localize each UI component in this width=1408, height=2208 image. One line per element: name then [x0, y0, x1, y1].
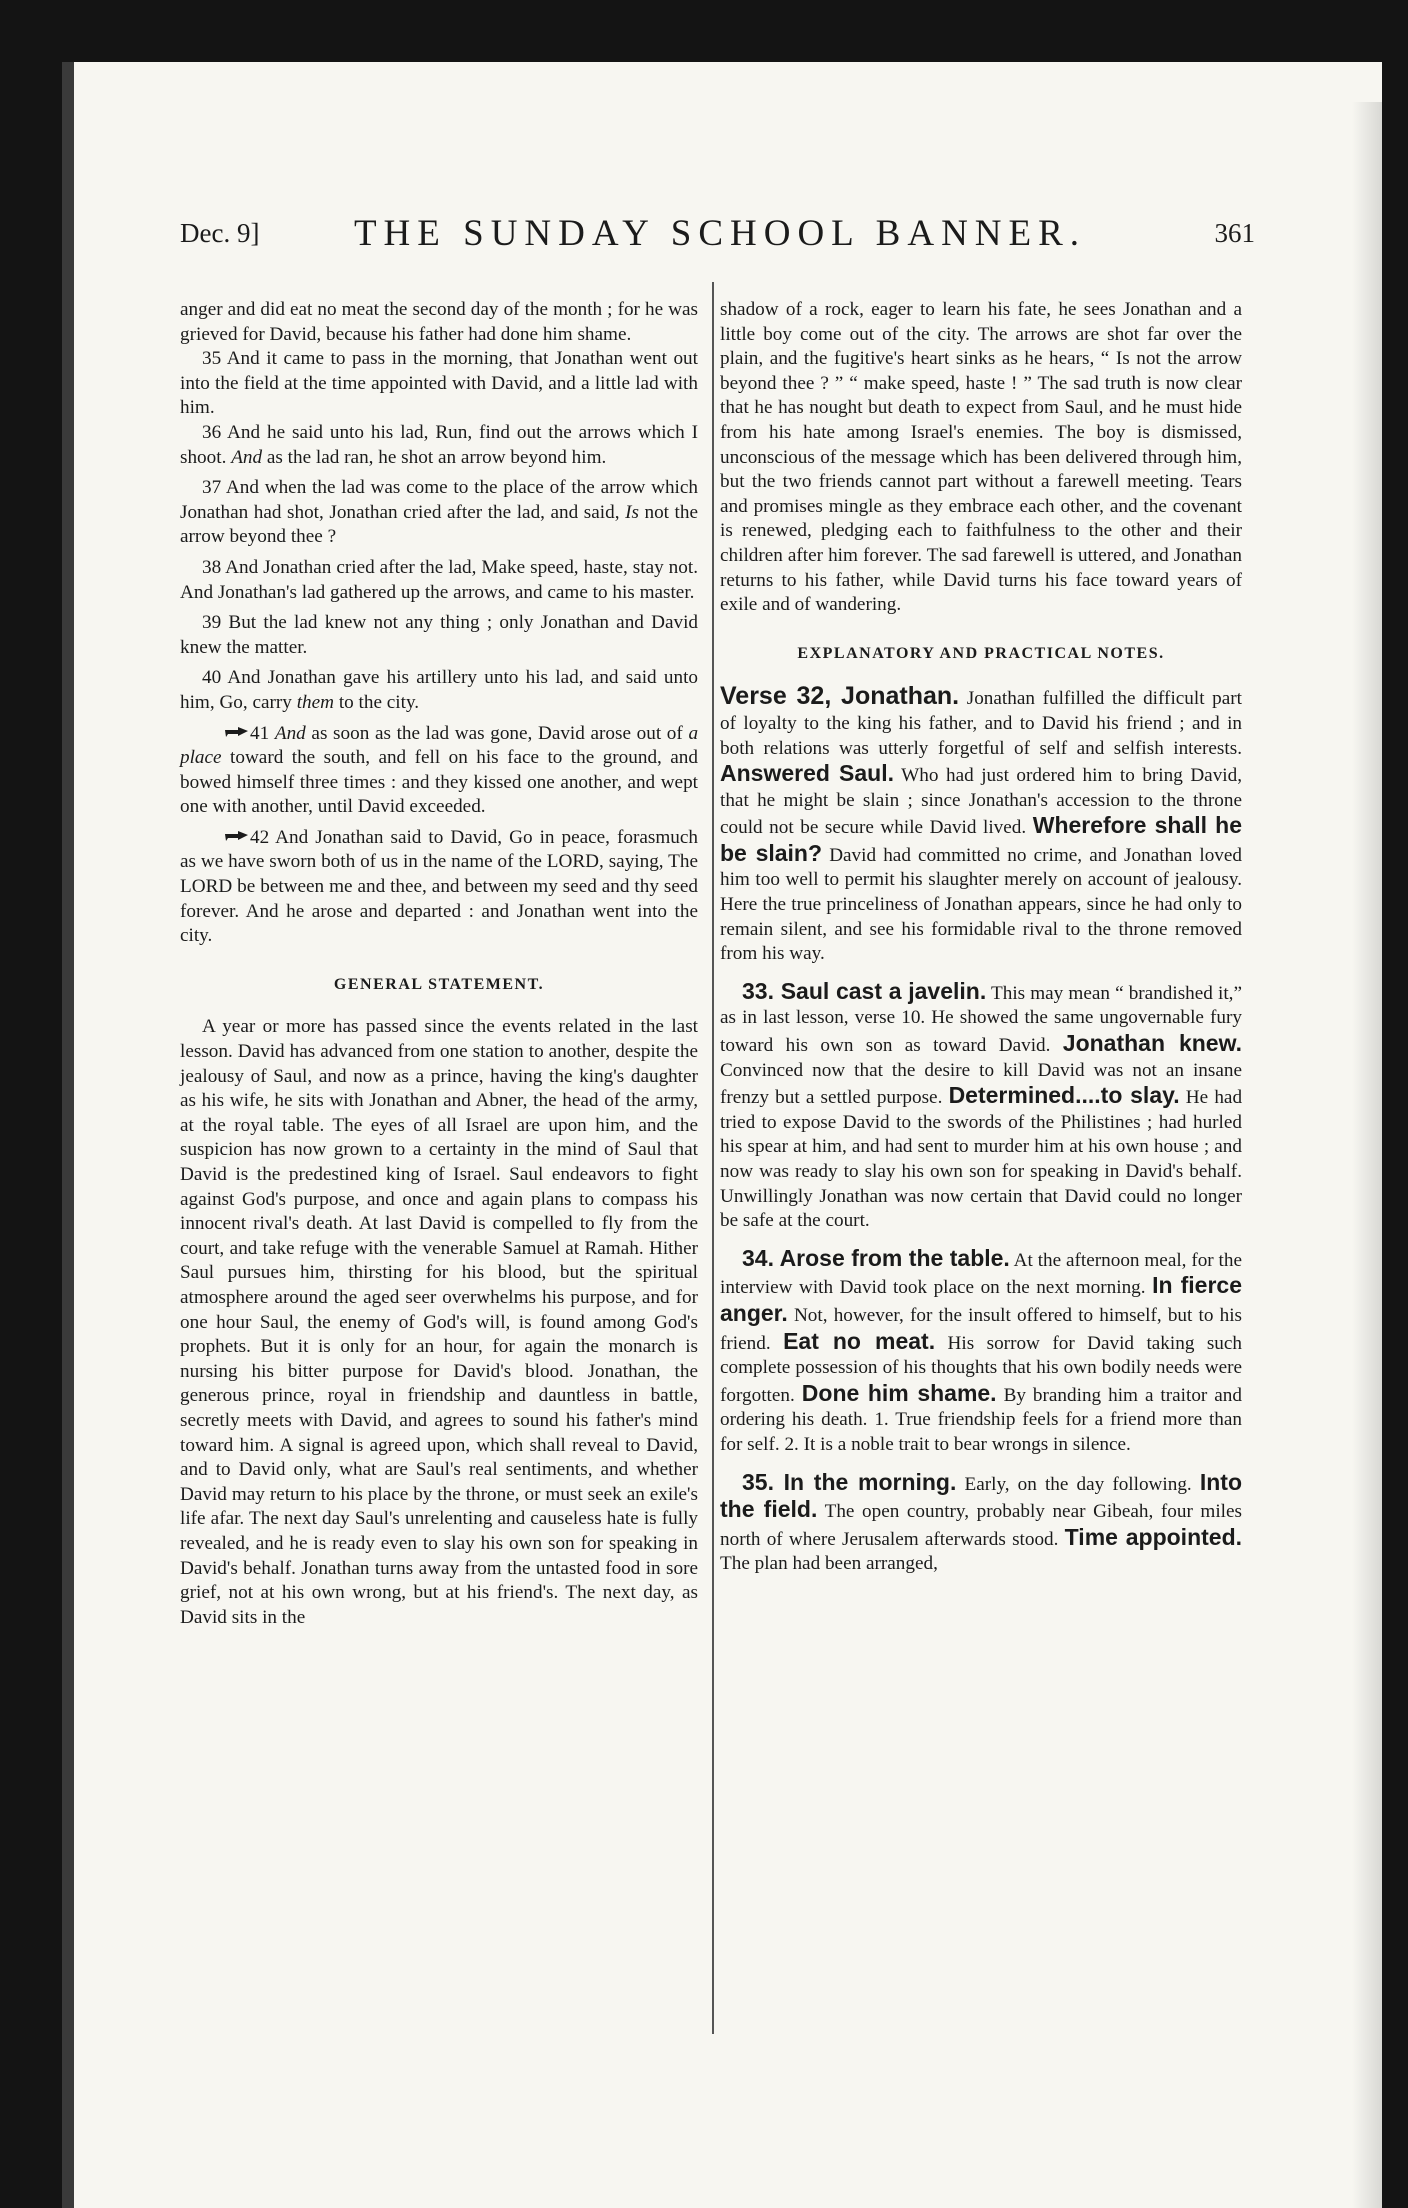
verse-42	[180, 826, 698, 949]
verse-41-a: as soon as the lad was gone, David arose out of	[311, 722, 683, 744]
note-text: Early, on the day following.	[964, 1473, 1192, 1495]
note-text: David had committed no crime, and Jonathan loved him too well to permit his slaughter merely on account of jealousy. Here the true princeliness of Jonathan appears, since he had only to remain silent, and see his formidable rival to the throne removed from his way.	[720, 844, 1243, 965]
note-text: The plan had been arranged,	[720, 1553, 938, 1575]
note-keyword: 34. Arose from the table.	[742, 1244, 1010, 1271]
verse-41-b: toward the south, and fell on his face to the ground, and bowed himself three times : and they kissed one another, and wept one with another, until David exceeded.	[180, 747, 698, 818]
verse-35: 35 And it came to pass in the morning, that Jonathan went out into the field at the time appointed with David, and a little lad with him.	[180, 348, 698, 419]
header-title: THE SUNDAY SCHOOL BANNER.	[353, 213, 1087, 254]
pointing-hand-icon	[202, 826, 250, 851]
verse-41-number: 41	[250, 722, 270, 744]
note-text: His sorrow for David taking such complete possession of his thoughts that his own bodily needs were forgotten.	[720, 1332, 1243, 1406]
note-keyword: Eat no meat.	[783, 1327, 936, 1354]
note-keyword: 33. Saul cast a javelin.	[742, 977, 987, 1004]
verse-42-text: And Jonathan said to David, Go in peace, forasmuch as we have sworn both of us in the name of the LORD, saying, The LORD be between me and thee, and between my seed and thy seed forever. And he arose and departed : and Jonathan went into the city.	[180, 826, 698, 947]
verse-38: 38 And Jonathan cried after the lad, Make speed, haste, stay not. And Jonathan's lad gathered up the arrows, and came to his master.	[180, 556, 698, 603]
italic-word: And	[231, 446, 263, 468]
general-statement-heading: GENERAL STATEMENT.	[333, 975, 545, 993]
verse-text: anger and did eat no meat the second day of the month ; for he was grieved for David, because his father had done him shame.	[180, 299, 698, 345]
note-keyword: Verse 32, Jonathan.	[720, 682, 960, 711]
verse-37	[180, 476, 698, 550]
verse-41	[180, 722, 698, 820]
note-keyword: Determined....to slay.	[948, 1082, 1180, 1109]
note-text: Convinced now that the desire to kill David was not an insane frenzy but a settled purpose.	[720, 1059, 1242, 1109]
note-text: He had tried to expose David to the swords of the Philistines ; had hurled his spear at him, and had sent to murder him at his own house ; and now was ready to slay his own son for speaking in David's behalf. Unwillingly Jonathan was now certain that David could no longer be safe at the court.	[720, 1087, 1243, 1232]
running-header	[170, 212, 1255, 260]
verse-39: 39 But the lad knew not any thing ; only Jonathan and David knew the matter.	[180, 612, 698, 658]
note-keyword: Done him shame.	[801, 1379, 997, 1406]
note-text: This may mean “ brandished it,” as in last lesson, verse 10. He showed the same ungovernable fury toward his own son as toward David.	[720, 982, 1242, 1057]
italic-word: them	[296, 691, 335, 713]
note-verse-35	[720, 1470, 1242, 1577]
note-keyword: In fierce anger.	[720, 1272, 1243, 1326]
note-keyword: Time appointed.	[1064, 1523, 1243, 1550]
left-column	[180, 298, 698, 1630]
note-keyword: Into the field.	[720, 1468, 1242, 1523]
header-date: Dec. 9]	[180, 218, 260, 248]
column-divider	[712, 282, 714, 2034]
verse-40-b: to the city.	[338, 691, 420, 713]
verse-40	[180, 666, 698, 715]
note-keyword: Answered Saul.	[720, 760, 894, 787]
verse-36	[180, 421, 698, 470]
notes-heading: EXPLANATORY AND PRACTICAL NOTES.	[797, 644, 1165, 662]
verse-40-a: 40 And Jonathan gave his artillery unto his lad, and said unto him, Go, carry	[180, 667, 698, 713]
note-verse-33	[720, 979, 1242, 1234]
pointing-hand-icon	[202, 722, 250, 747]
verse-37-a: 37 And when the lad was come to the place of the arrow which Jonathan had shot, Jonathan cried after the lad, and said,	[180, 477, 698, 523]
page-edge	[1352, 102, 1382, 2208]
right-column	[720, 298, 1242, 1577]
note-keyword: Wherefore shall he be slain?	[720, 812, 1242, 866]
note-keyword: Jonathan knew.	[1062, 1030, 1243, 1057]
italic-word: Is	[625, 501, 639, 523]
general-statement-text: A year or more has passed since the events related in the last lesson. David has advanced from one station to another, despite the jealousy of Saul, and now as a prince, having the king's daughter as his wife, he sits with Jonathan and Abner, the head of the army, at the royal table. The eyes of all Israel are upon him, and the suspicion has now grown to a certainty in the mind of Saul that David is the predestined king of Israel. Saul endeavors to fight against God's purpose, and once and again plans to compass his innocent rival's death. At last David is compelled to fly from the court, and take refuge with the venerable Samuel at Ramah. Hither Saul pursues him, thirsting for his blood, but the spiritual atmosphere around the aged seer overwhelms his purpose, and for one hour Saul, the enemy of God's will, is found among God's prophets. But it is only for an hour, for again the monarch is nursing his bitter purpose for David's blood. Jonathan, the generous prince, royal in friendship and dauntless in battle, secretly meets with David, and agrees to sound his father's mind toward him. A signal is agreed upon, which shall reveal to David, and to David only, what are Saul's real sentiments, and whether David may return to his place by the throne, or must seek an exile's life afar. The next day Saul's unrelenting and causeless hate is fully revealed, and he is ready even to slay his own son for speaking in David's behalf. Jonathan turns away from the untasted food in sore grief, not at his own wrong, but at his friend's. The next day, as David sits in the	[180, 1016, 698, 1628]
verse-42-number: 42	[250, 826, 270, 848]
note-text: At the afternoon meal, for the interview with David took place on the next morning.	[720, 1249, 1242, 1299]
note-text: The open country, probably near Gibeah, four miles north of where Jerusalem afterwards stood.	[720, 1501, 1242, 1550]
verse-37-b: not the arrow beyond thee ?	[180, 501, 699, 548]
note-text: Not, however, for the insult offered to himself, but to his friend.	[720, 1304, 1243, 1354]
page-number: 361	[1214, 218, 1255, 248]
note-verse-32	[720, 684, 1242, 967]
note-keyword: 35. In the morning.	[742, 1468, 957, 1495]
note-verse-34	[720, 1246, 1242, 1458]
note-text: Who had just ordered him to bring David, that he might be slain ; since Jonathan's accession to the throne could not be secure while David lived.	[720, 765, 1243, 839]
italic-phrase: a place	[180, 722, 699, 769]
verse-36-a: 36 And he said unto his lad, Run, find out the arrows which I shoot.	[180, 421, 698, 468]
verse-36-b: as the lad ran, he shot an arrow beyond him.	[266, 446, 607, 468]
italic-word: And	[274, 722, 306, 744]
note-text: Jonathan fulfilled the difficult part of loyalty to the king his father, and to David his friend ; and in both relations was utterly forgetful of self and selfish interests.	[720, 688, 1243, 759]
note-text: By branding him a traitor and ordering his death. 1. True friendship feels for a friend more than for self. 2. It is a noble trait to bear wrongs in silence.	[720, 1384, 1242, 1455]
statement-continuation: shadow of a rock, eager to learn his fate, he sees Jonathan and a little boy come out of the city. The arrows are shot far over the plain, and the fugitive's heart sinks as he hears, “ Is not the arrow beyond thee ? ” “ make speed, haste ! ” The sad truth is now clear that he has nought but death to expect from Saul, and he must hide from his hate among Israel's enemies. The boy is dismissed, unconscious of the message which has been delivered through him, but the two friends cannot part without a farewell meeting. Tears and promises mingle as they embrace each other, and the covenant is renewed, pledging each to faithfulness to the other and their children after him forever. The sad farewell is uttered, and Jonathan returns to his father, while David turns his face toward years of exile and of wandering.	[720, 299, 1242, 616]
